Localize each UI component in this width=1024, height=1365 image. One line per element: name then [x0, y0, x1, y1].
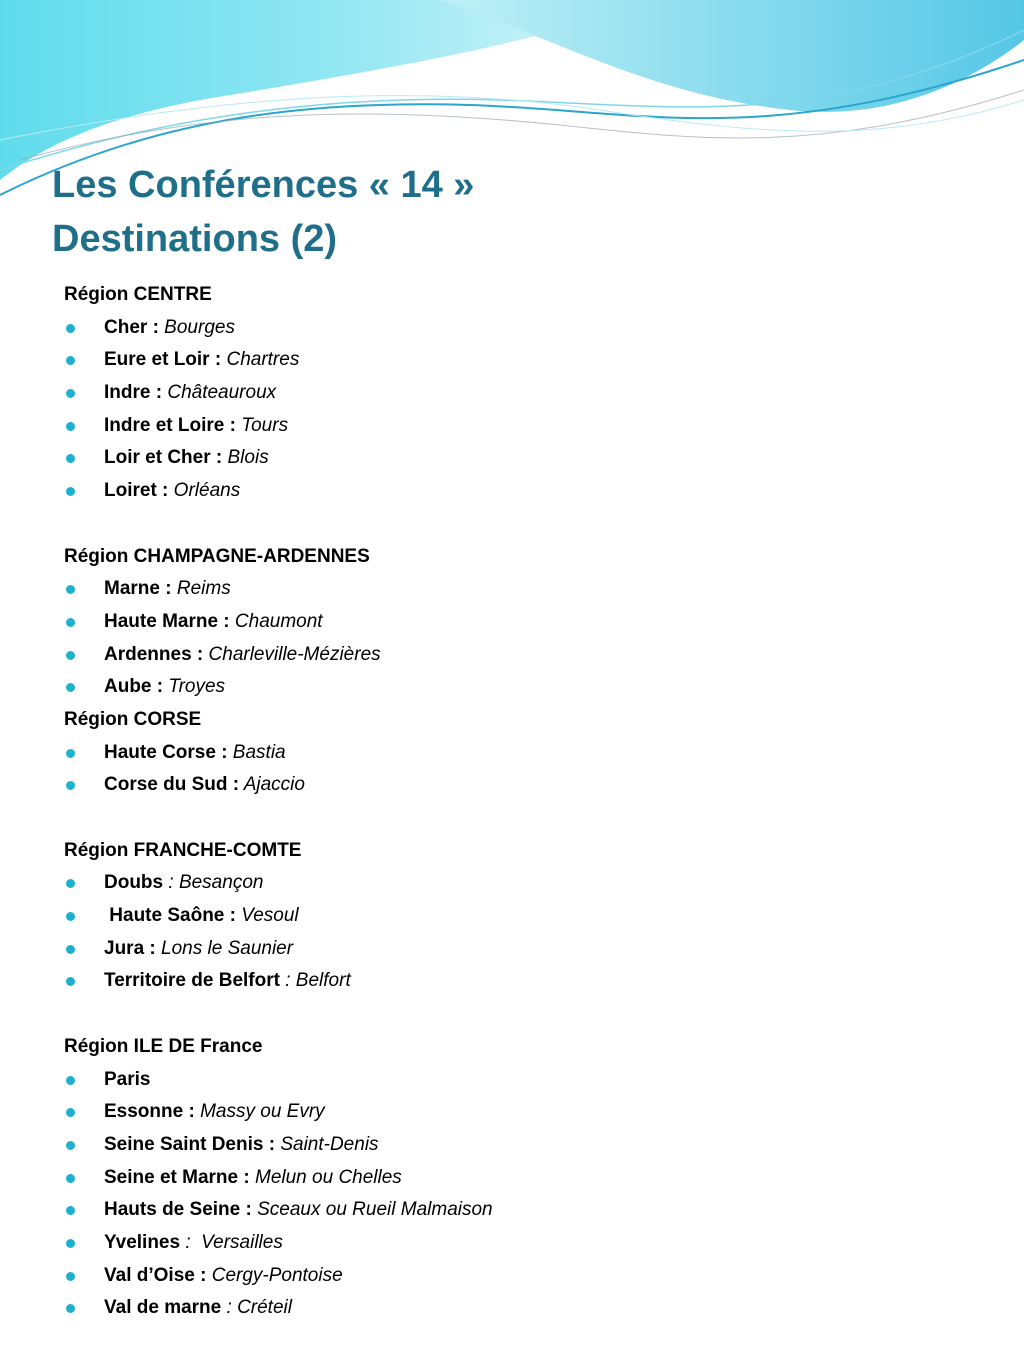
bullet-icon	[66, 454, 75, 463]
list-item	[64, 900, 964, 933]
city-name: Troyes	[163, 676, 226, 698]
city-name: : Versailles	[180, 1231, 283, 1253]
list-item	[64, 671, 964, 704]
region-heading: Région CORSE	[64, 708, 202, 730]
department-name: Aube :	[104, 676, 164, 698]
list-item	[64, 965, 964, 998]
bullet-icon	[66, 618, 75, 627]
list-item	[64, 1162, 964, 1195]
bullet-icon	[66, 683, 75, 692]
list-item	[64, 1292, 964, 1325]
city-name: Reims	[171, 578, 231, 600]
department-name: Haute Marne :	[104, 610, 230, 632]
bullet-icon	[66, 945, 75, 954]
list-item	[64, 737, 964, 770]
department-name: Val de marne	[104, 1297, 222, 1319]
list-item	[64, 410, 964, 443]
list-item	[64, 769, 964, 802]
bullet-icon	[66, 879, 75, 888]
city-name: Bourges	[158, 316, 235, 338]
department-name: Corse du Sud :	[104, 774, 240, 796]
bullet-icon	[66, 1141, 75, 1150]
bullet-icon	[66, 781, 75, 790]
list-item	[64, 442, 964, 475]
department-name: Paris	[104, 1068, 151, 1090]
region-section	[64, 835, 964, 1031]
bullet-icon	[66, 356, 75, 365]
city-name: Charleville-Mézières	[203, 643, 381, 665]
bullet-icon	[66, 977, 75, 986]
bullet-icon	[66, 585, 75, 594]
region-section	[64, 279, 964, 541]
city-name: Cergy-Pontoise	[206, 1264, 343, 1286]
city-name: Saint-Denis	[275, 1133, 379, 1155]
city-name: : Créteil	[221, 1297, 292, 1319]
department-name: Haute Corse :	[104, 741, 228, 763]
list-item	[64, 933, 964, 966]
city-name: Vesoul	[235, 905, 299, 927]
city-name: Tours	[235, 414, 289, 436]
region-section	[64, 704, 964, 835]
city-name: Chaumont	[229, 610, 323, 632]
destination-list	[64, 279, 964, 1325]
city-name: Sceaux ou Rueil Malmaison	[251, 1199, 493, 1221]
list-item	[64, 475, 964, 508]
department-name: Yvelines	[104, 1231, 181, 1253]
slide-title	[52, 158, 474, 266]
city-name: Melun ou Chelles	[249, 1166, 402, 1188]
city-name: Ajaccio	[239, 774, 305, 796]
bullet-icon	[66, 1174, 75, 1183]
bullet-icon	[66, 422, 75, 431]
city-name: Massy ou Evry	[194, 1101, 325, 1123]
department-name: Loir et Cher :	[104, 447, 223, 469]
bullet-icon	[66, 324, 75, 333]
department-name: Indre :	[104, 382, 163, 404]
section-spacer	[64, 802, 964, 835]
bullet-icon	[66, 1272, 75, 1281]
bullet-icon	[66, 1076, 75, 1085]
department-name: Indre et Loire :	[104, 414, 236, 436]
department-name: Ardennes :	[104, 643, 204, 665]
list-item	[64, 606, 964, 639]
bullet-icon	[66, 1239, 75, 1248]
list-item	[64, 1064, 964, 1097]
list-item	[64, 1260, 964, 1293]
list-item	[64, 312, 964, 345]
department-name: Essonne :	[104, 1101, 195, 1123]
section-spacer	[64, 508, 964, 541]
department-name: Loiret :	[104, 480, 169, 502]
list-item	[64, 1096, 964, 1129]
region-heading: Région ILE DE France	[64, 1035, 263, 1057]
city-name: : Belfort	[279, 970, 351, 992]
bullet-icon	[66, 1108, 75, 1117]
list-item	[64, 1194, 964, 1227]
department-name: Seine et Marne :	[104, 1166, 250, 1188]
slide-title-line2: Destinations (2)	[52, 218, 338, 260]
region-heading: Région FRANCHE-COMTE	[64, 839, 302, 861]
city-name: Lons le Saunier	[155, 937, 294, 959]
department-name: Seine Saint Denis :	[104, 1133, 276, 1155]
department-name: Val d’Oise :	[104, 1264, 207, 1286]
department-name: Cher :	[104, 316, 159, 338]
department-name: Territoire de Belfort	[104, 970, 280, 992]
bullet-icon	[66, 1206, 75, 1215]
bullet-icon	[66, 749, 75, 758]
department-name: Haute Saône :	[104, 905, 236, 927]
department-name: Eure et Loir :	[104, 349, 222, 371]
city-name: : Besançon	[163, 872, 264, 894]
bullet-icon	[66, 389, 75, 398]
department-name: Jura :	[104, 937, 156, 959]
list-item	[64, 1227, 964, 1260]
city-name: Bastia	[227, 741, 286, 763]
region-heading: Région CENTRE	[64, 284, 212, 305]
department-name: Hauts de Seine :	[104, 1199, 252, 1221]
bullet-icon	[66, 1304, 75, 1313]
city-name: Chartres	[221, 349, 300, 371]
list-item	[64, 344, 964, 377]
section-spacer	[64, 998, 964, 1031]
list-item	[64, 573, 964, 606]
region-section	[64, 541, 964, 704]
list-item	[64, 867, 964, 900]
department-name: Marne :	[104, 578, 172, 600]
bullet-icon	[66, 912, 75, 921]
city-name: Châteauroux	[162, 382, 277, 404]
bullet-icon	[66, 651, 75, 660]
city-name: Blois	[222, 447, 269, 469]
list-item	[64, 377, 964, 410]
city-name: Orléans	[168, 480, 241, 502]
list-item	[64, 1129, 964, 1162]
list-item	[64, 639, 964, 672]
region-section	[64, 1031, 964, 1325]
bullet-icon	[66, 487, 75, 496]
slide-title-line1: Les Conférences « 14 »	[52, 164, 475, 206]
department-name: Doubs	[104, 872, 164, 894]
region-heading: Région CHAMPAGNE-ARDENNES	[64, 545, 370, 567]
